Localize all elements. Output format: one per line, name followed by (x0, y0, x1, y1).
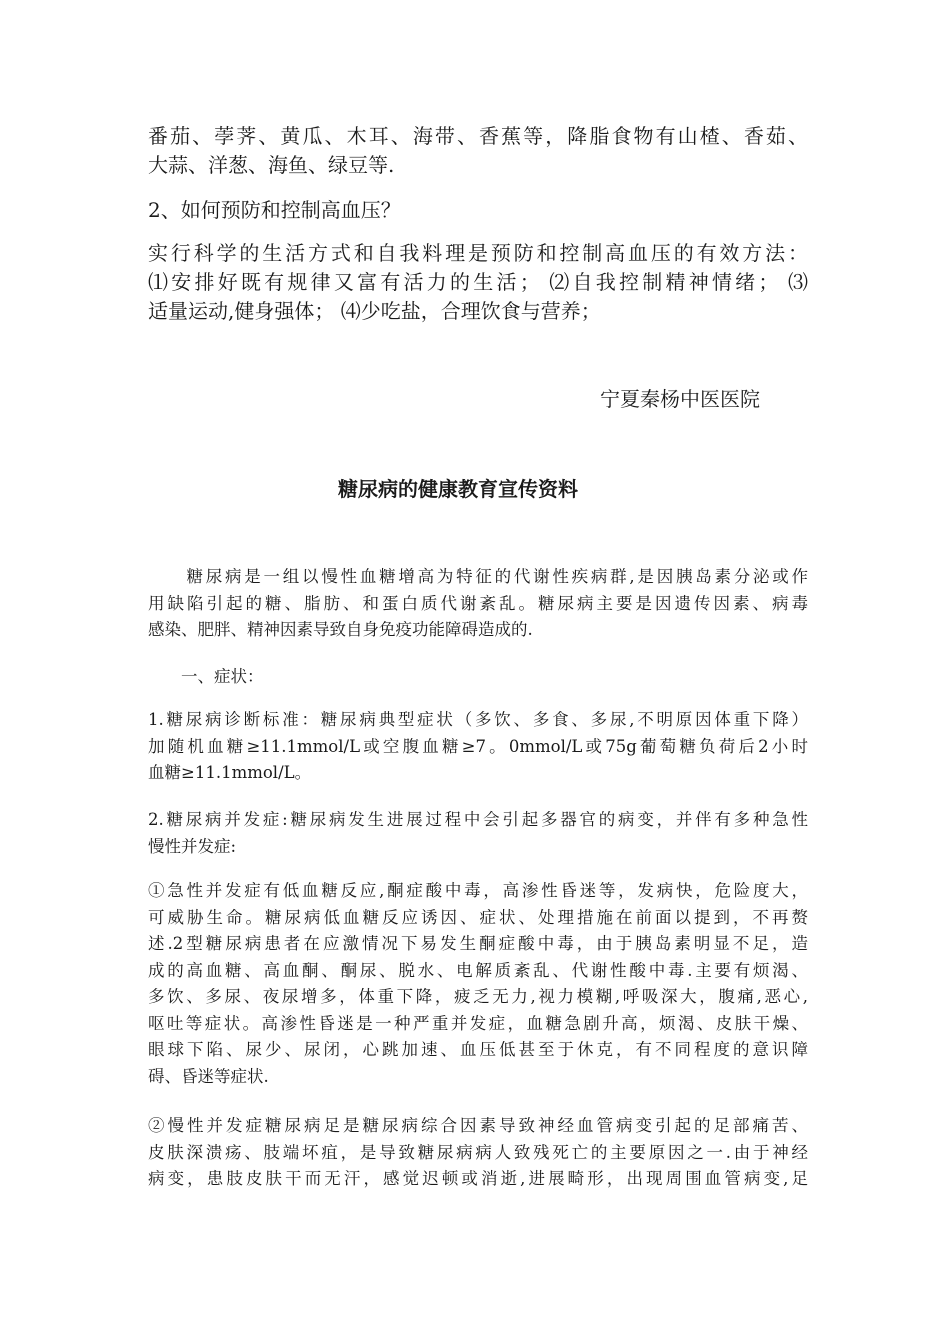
text-line: 实行科学的生活方式和自我料理是预防和控制高血压的有效方法： (148, 241, 808, 265)
complications-paragraph (148, 807, 808, 860)
text-line: 病变，患肢皮肤干而无汗，感觉迟顿或消逝,进展畸形，出现周围血管病变,足 (148, 1169, 808, 1188)
diabetes-intro-paragraph (148, 564, 808, 644)
text-line: 血糖≥11.1mmol/L。 (148, 763, 312, 782)
section-heading-hypertension (148, 196, 808, 225)
text-line: 加随机血糖≥11.1mmol/L或空腹血糖≥7。0mmol/L或75g葡萄糖负荷后2小时 (148, 736, 808, 756)
text-line: 皮肤深溃疡、肢端坏疽，是导致糖尿病病人致残死亡的主要原因之一.由于神经 (148, 1142, 808, 1162)
text-line: 呕吐等症状。高渗性昏迷是一种严重并发症，血糖急剧升高，烦渴、皮肤干燥、 (148, 1013, 808, 1033)
text-line: 碍、昏迷等症状. (148, 1066, 269, 1086)
hospital-signature: 宁夏秦杨中医医院 (600, 387, 760, 411)
document-title: 糖尿病的健康教育宣传资料 (338, 477, 578, 501)
text-line: 1.糖尿病诊断标准：糖尿病典型症状（多饮、多食、多尿,不明原因体重下降） (148, 710, 808, 729)
text-line: 述.2型糖尿病患者在应激情况下易发生酮症酸中毒，由于胰岛素明显不足，造 (148, 934, 808, 953)
text-line: 慢性并发症: (148, 836, 237, 856)
acute-complications-paragraph (148, 878, 808, 1090)
text-line: 适量运动,健身强体； ⑷少吃盐，合理饮食与营养； (148, 299, 601, 323)
heading-text: 2、如何预防和控制高血压？ (148, 198, 401, 222)
chronic-complications-paragraph (148, 1113, 808, 1193)
diagnostic-criteria-paragraph (148, 707, 808, 787)
text-line: 多饮、多尿、夜尿增多，体重下降，疲乏无力,视力模糊,呼吸深大，腹痛,恶心, (148, 987, 808, 1006)
text-line: 2.糖尿病并发症:糖尿病发生进展过程中会引起多器官的病变，并伴有多种急性 (148, 810, 808, 829)
text-line: ②慢性并发症糖尿病足是糖尿病综合因素导致神经血管病变引起的足部痛苦、 (148, 1116, 808, 1135)
text-line: 眼球下陷、尿少、尿闭，心跳加速、血压低甚至于休克，有不同程度的意识障 (148, 1040, 808, 1059)
heading-text: 一、症状： (148, 667, 264, 686)
text-line: 大蒜、洋葱、海鱼、绿豆等. (148, 153, 395, 177)
text-line: ①急性并发症有低血糖反应,酮症酸中毒，高渗性昏迷等，发病快，危险度大， (148, 881, 808, 900)
text-line: 成的高血糖、高血酮、酮尿、脱水、电解质紊乱、代谢性酸中毒.主要有烦渴、 (148, 960, 808, 980)
text-line: ⑴安排好既有规律又富有活力的生活； ⑵自我控制精神情绪； ⑶ (148, 270, 808, 294)
text-line: 番茄、荸荠、黄瓜、木耳、海带、香蕉等，降脂食物有山楂、香茹、 (148, 124, 808, 148)
text-line: 糖尿病是一组以慢性血糖增高为特征的代谢性疾病群,是因胰岛素分泌或作 (148, 567, 808, 586)
text-line: 感染、肥胖、精神因素导致自身免疫功能障碍造成的. (148, 620, 533, 639)
text-line: 用缺陷引起的糖、脂肪、和蛋白质代谢紊乱。糖尿病主要是因遗传因素、病毒 (148, 593, 808, 613)
food-list-paragraph (148, 122, 808, 180)
text-line: 可威胁生命。糖尿病低血糖反应诱因、症状、处理措施在前面以提到，不再赘 (148, 907, 808, 927)
section-heading-symptoms (148, 664, 808, 691)
hypertension-prevention-paragraph (148, 239, 808, 326)
